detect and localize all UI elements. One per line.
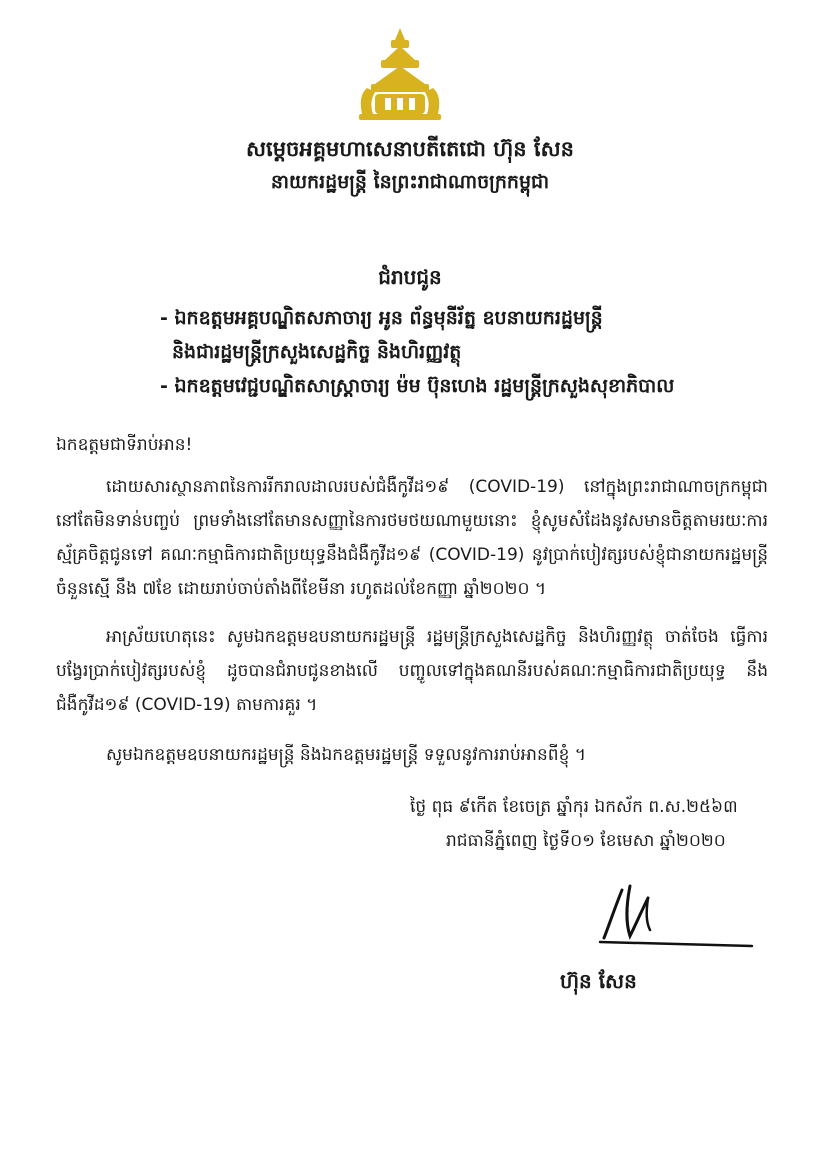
body-paragraph: ដោយសារស្ថានភាពនៃការរីករាលដាលរបស់ជំងឺកូវីដ១៩ (COVID-19) នៅក្នុងព្រះរាជាណាចក្រកម្ពុជា នៅតែមិនទាន់បញ្ចប់ ព្រមទាំងនៅតែមានសញ្ញានៃការថមថយណាមួយនោះ ខ្ញុំសូមសំដែងនូវសមានចិត្តតាមរយៈការស្ម័គ្រចិត្តជូនទៅ គណៈកម្មាធិការជាតិប្រយុទ្ធនឹងជំងឺកូវីដ១៩ (COVID-19) នូវប្រាក់បៀវត្សរបស់ខ្ញុំជានាយករដ្ឋមន្ត្រី ចំនួនស្មើ នឹង ៧ខែ ដោយរាប់ចាប់តាំងពីខែមីនា រហូតដល់ខែកញ្ញា ឆ្នាំ២០២០ ។	[56, 477, 768, 599]
sender-title: សម្តេចអគ្គមហាសេនាបតីតេជោ ហ៊ុន សែន	[246, 137, 574, 161]
recipient-line: និងជារដ្ឋមន្ត្រីក្រសួងសេដ្ឋកិច្ច និងហិរញ្ញវត្ថុ	[172, 341, 462, 363]
lunar-date: ថ្ងៃ ពុធ ៩កើត ខែចេត្រ ឆ្នាំកុរ ឯកស័ក ព.ស.២៥៦៣	[410, 797, 738, 817]
solar-date: រាជធានីភ្នំពេញ ថ្ងៃទី០១ ខែមេសា ឆ្នាំ២០២០	[446, 831, 726, 851]
handwritten-signature-icon	[596, 880, 756, 952]
recipient-line: - ឯកឧត្តមអគ្គបណ្ឌិតសភាចារ្យ អូន ព័ន្ធមុនីរ័ត្ន ឧបនាយករដ្ឋមន្ត្រី	[160, 307, 603, 329]
recipients-heading: ជំរាបជូន	[378, 265, 442, 289]
signatory-name: ហ៊ុន សែន	[560, 969, 637, 993]
body-paragraph: អាស្រ័យហេតុនេះ សូមឯកឧត្តមឧបនាយករដ្ឋមន្ត្រី រដ្ឋមន្ត្រីក្រសួងសេដ្ឋកិច្ច និងហិរញ្ញវត្ថុ ចាត់ចែង ធ្វើការបង្វែរប្រាក់បៀវត្សរបស់ខ្ញុំ ដូចបានជំរាបជូនខាងលើ បញ្ចូលទៅក្នុងគណនីរបស់គណៈកម្មាធិការជាតិប្រយុទ្ធ នឹងជំងឺកូវីដ១៩ (COVID-19) តាមការគួរ ។	[56, 627, 768, 715]
sender-subtitle: នាយករដ្ឋមន្ត្រី នៃព្រះរាជាណាចក្រកម្ពុជា	[270, 171, 550, 193]
closing-paragraph: សូមឯកឧត្តមឧបនាយករដ្ឋមន្ត្រី និងឯកឧត្តមរដ្ឋមន្ត្រី ទទួលនូវការរាប់អានពីខ្ញុំ ។	[106, 745, 586, 765]
salutation: ឯកឧត្តមជាទីរាប់អាន!	[56, 435, 193, 455]
royal-emblem-icon	[345, 26, 455, 124]
recipient-line: - ឯកឧត្តមវេជ្ជបណ្ឌិតសាស្ត្រាចារ្យ ម៉ម ប៊ុនហេង រដ្ឋមន្ត្រីក្រសួងសុខាភិបាល	[160, 375, 675, 397]
